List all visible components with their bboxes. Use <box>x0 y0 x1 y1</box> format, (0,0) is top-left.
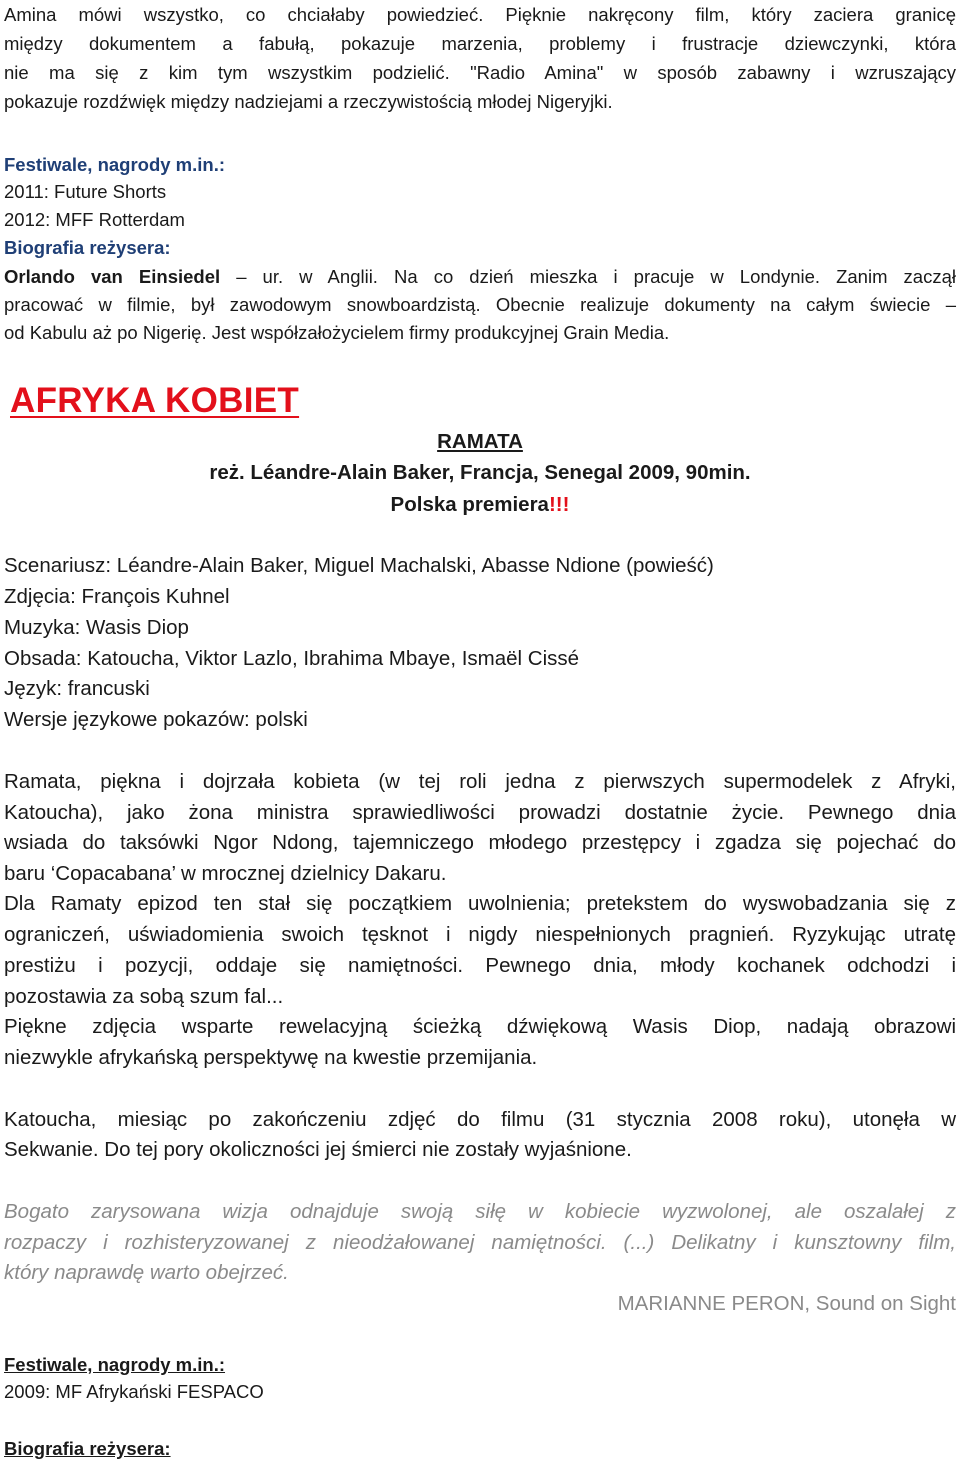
director-name: Orlando van Einsiedel <box>4 266 221 287</box>
synopsis-line: prestiżu i pozycji, oddaje się namiętności. Pewnego dnia, młody kochanek odchodzi i <box>4 954 956 977</box>
synopsis-line: Dla Ramaty epizod ten stał się początkiem uwolnienia; pretekstem do wyswobadzania się z <box>4 892 956 915</box>
festival-item: 2011: Future Shorts <box>4 181 167 202</box>
synopsis-line: Ramata, piękna i dojrzała kobieta (w tej roli jedna z pierwszych supermodelek z Afryki, <box>4 770 956 793</box>
text-line: pokazuje rozdźwięk między nadziejami a rzeczywistością młodej Nigeryjki. <box>4 91 613 112</box>
text-line: nie ma się z kim tym wszystkim podzielić. "Radio Amina" w sposób zabawny i wzruszający <box>4 62 956 83</box>
synopsis-line: Piękne zdjęcia wsparte rewelacyjną ścieżką dźwiękową Wasis Diop, nadają obrazowi <box>4 1015 956 1038</box>
bio-text: – ur. w Anglii. Na co dzień mieszka i pracuje w Londynie. Zanim zaczął <box>220 266 956 287</box>
credit-line: Scenariusz: Léandre-Alain Baker, Miguel Machalski, Abasse Ndione (powieść) <box>4 554 714 577</box>
bio-line <box>4 262 956 291</box>
premiere-text: Polska premiera <box>390 493 549 516</box>
note-line: Sekwanie. Do tej pory okoliczności jej śmierci nie zostały wyjaśnione. <box>4 1138 632 1161</box>
credit-line: Język: francuski <box>4 677 150 700</box>
quote-line: rozpaczy i rozhisteryzowanej z nieodżałowanej namiętności. (...) Delikatny i kunsztowny film, <box>4 1231 956 1254</box>
credit-line: Muzyka: Wasis Diop <box>4 616 189 639</box>
bio-line: pracować w filmie, był zawodowym snowboardzistą. Obecnie realizuje dokumenty na całym świecie – <box>4 294 956 315</box>
text-line: Amina mówi wszystko, co chciałaby powiedzieć. Pięknie nakręcony film, który zaciera granicę <box>4 4 956 25</box>
credit-line: Zdjęcia: François Kuhnel <box>4 585 230 608</box>
credit-line: Wersje językowe pokazów: polski <box>4 708 308 731</box>
festival-item: 2009: MF Afrykański FESPACO <box>4 1381 264 1402</box>
quote-line: Bogato zarysowana wizja odnajduje swoją siłę w kobiecie wyzwolonej, ale oszalałej z <box>4 1200 956 1223</box>
festivals-heading: Festiwale, nagrody m.in.: <box>4 154 226 175</box>
premiere-exclamation: !!! <box>548 493 570 516</box>
quote-attribution: MARIANNE PERON, Sound on Sight <box>617 1292 956 1315</box>
text-line: między dokumentem a fabułą, pokazuje marzenia, problemy i frustracje dziewczynki, która <box>4 33 956 54</box>
quote-line: który naprawdę warto obejrzeć. <box>4 1261 289 1284</box>
festival-item: 2012: MFF Rotterdam <box>4 209 185 230</box>
film-title: RAMATA <box>437 430 523 453</box>
synopsis-line: baru ‘Copacabana’ w mrocznej dzielnicy Dakaru. <box>4 862 447 885</box>
synopsis-line: ograniczeń, uświadomienia swoich tęsknot i nigdy niespełnionych pragnień. Ryzykując utratę <box>4 923 956 946</box>
synopsis-line: niezwykle afrykańską perspektywę na kwestie przemijania. <box>4 1046 538 1069</box>
bio-heading: Biografia reżysera: <box>4 237 171 258</box>
synopsis-line: pozostawia za sobą szum fal... <box>4 985 284 1008</box>
festivals-heading: Festiwale, nagrody m.in.: <box>4 1354 226 1375</box>
film-director-line: reż. Léandre-Alain Baker, Francja, Senegal 2009, 90min. <box>209 461 751 484</box>
bio-line: od Kabulu aż po Nigerię. Jest współzałożycielem firmy produkcyjnej Grain Media. <box>4 322 670 343</box>
note-line: Katoucha, miesiąc po zakończeniu zdjęć do filmu (31 stycznia 2008 roku), utonęła w <box>4 1108 956 1131</box>
premiere-label <box>4 489 956 520</box>
credit-line: Obsada: Katoucha, Viktor Lazlo, Ibrahima Mbaye, Ismaël Cissé <box>4 647 580 670</box>
bio-heading: Biografia reżysera: <box>4 1438 171 1459</box>
section-title: AFRYKA KOBIET <box>10 381 300 420</box>
synopsis-line: wsiada do taksówki Ngor Ndong, tajemniczego młodego przestępcy i zgadza się pojechać do <box>4 831 956 854</box>
synopsis-line: Katoucha), jako żona ministra sprawiedliwości prowadzi dostatnie życie. Pewnego dnia <box>4 801 956 824</box>
